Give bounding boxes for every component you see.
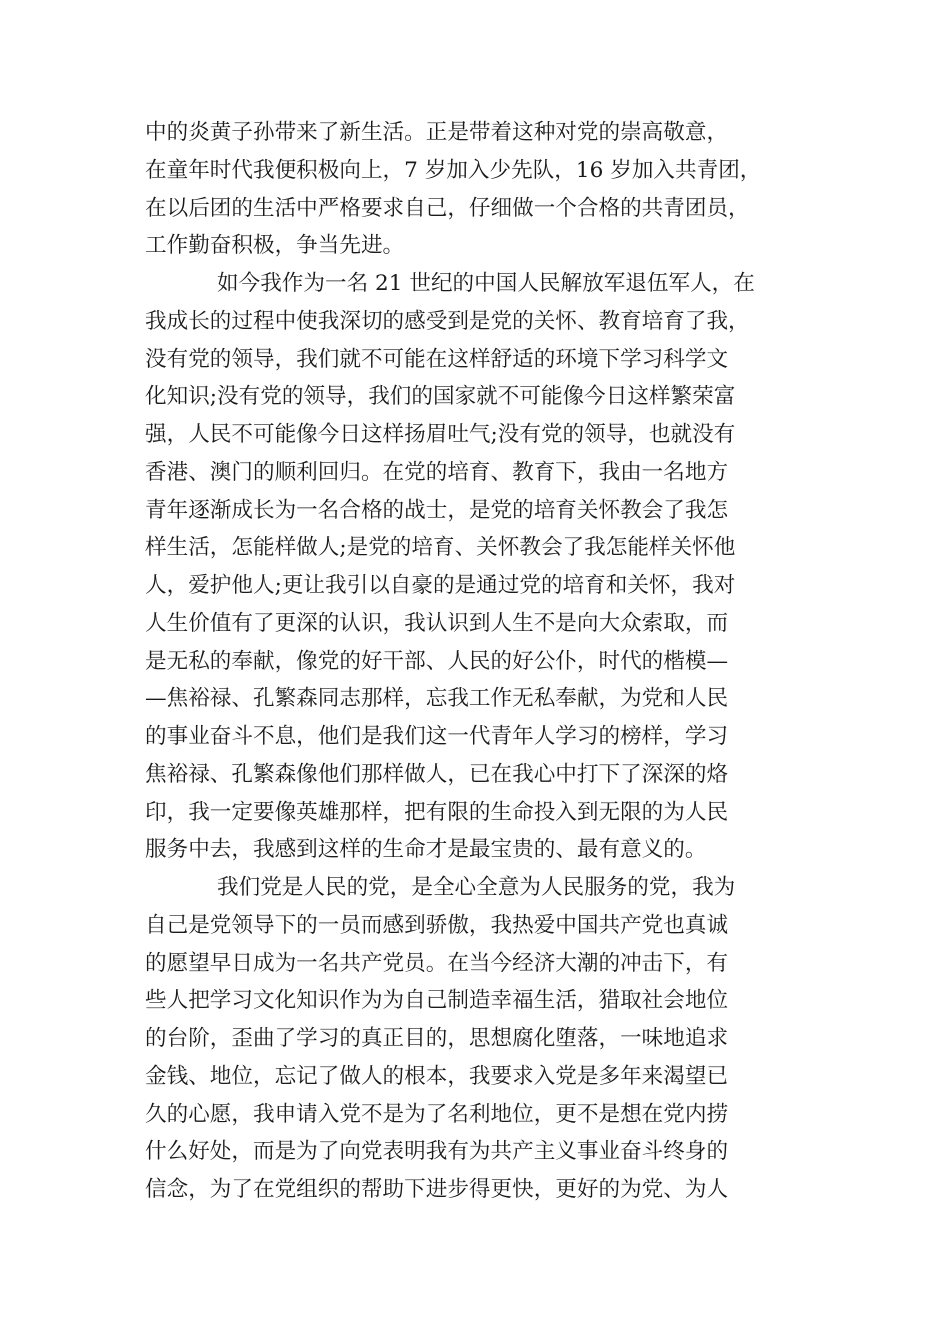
text-line: 如今我作为一名 21 世纪的中国人民解放军退伍军人，在 xyxy=(217,271,755,296)
text-line: 强，人民不可能像今日这样扬眉吐气;没有党的领导，也就没有 xyxy=(145,422,736,447)
text-line: 我成长的过程中使我深切的感受到是党的关怀、教育培育了我， xyxy=(145,308,750,334)
text-line: 没有党的领导，我们就不可能在这样舒适的环境下学习科学文 xyxy=(145,346,729,372)
text-line: 在以后团的生活中严格要求自己，仔细做一个合格的共青团员， xyxy=(145,195,750,221)
text-line: 久的心愿，我申请入党不是为了名利地位，更不是想在党内捞 xyxy=(145,1101,729,1127)
paragraph xyxy=(145,114,805,265)
text-line: 印，我一定要像英雄那样，把有限的生命投入到无限的为人民 xyxy=(145,799,729,825)
body-text xyxy=(145,114,805,1209)
text-line: 人生价值有了更深的认识，我认识到人生不是向大众索取，而 xyxy=(145,610,729,636)
paragraph xyxy=(145,265,805,869)
text-line: 些人把学习文化知识作为为自己制造幸福生活，猎取社会地位 xyxy=(145,988,729,1014)
text-line: 工作勤奋积极，争当先进。 xyxy=(145,233,405,259)
text-line: 的台阶，歪曲了学习的真正目的，思想腐化堕落，一味地追求 xyxy=(145,1026,729,1051)
text-line: 化知识;没有党的领导，我们的国家就不可能像今日这样繁荣富 xyxy=(145,384,736,410)
text-line: 我们党是人民的党，是全心全意为人民服务的党，我为 xyxy=(217,875,736,900)
text-line: 金钱、地位，忘记了做人的根本，我要求入党是多年来渴望已 xyxy=(145,1063,729,1089)
text-line: 人，爱护他人;更让我引以自豪的是通过党的培育和关怀，我对 xyxy=(145,573,736,598)
text-line: 信念，为了在党组织的帮助下进步得更快，更好的为党、为人 xyxy=(145,1177,729,1202)
text-line: 样生活，怎能样做人;是党的培育、关怀教会了我怎能样关怀他 xyxy=(145,535,736,561)
text-line: —焦裕禄、孔繁森同志那样，忘我工作无私奉献，为党和人民 xyxy=(145,686,729,712)
text-line: 的事业奋斗不息，他们是我们这一代青年人学习的榜样，学习 xyxy=(145,724,729,749)
paragraph xyxy=(145,869,805,1209)
text-line: 焦裕禄、孔繁森像他们那样做人，已在我心中打下了深深的烙 xyxy=(145,761,729,787)
text-line: 什么好处，而是为了向党表明我有为共产主义事业奋斗终身的 xyxy=(145,1139,729,1165)
text-line: 是无私的奉献，像党的好干部、人民的好公仆，时代的楷模— xyxy=(145,648,729,674)
text-line: 香港、澳门的顺利回归。在党的培育、教育下，我由一名地方 xyxy=(145,459,729,485)
text-line: 中的炎黄子孙带来了新生活。正是带着这种对党的崇高敬意， xyxy=(145,120,729,145)
text-line: 在童年时代我便积极向上，7 岁加入少先队，16 岁加入共青团， xyxy=(145,157,762,183)
text-line: 的愿望早日成为一名共产党员。在当今经济大潮的冲击下，有 xyxy=(145,950,729,976)
text-line: 服务中去，我感到这样的生命才是最宝贵的、最有意义的。 xyxy=(145,837,707,863)
text-line: 自己是党领导下的一员而感到骄傲，我热爱中国共产党也真诚 xyxy=(145,912,729,938)
text-line: 青年逐渐成长为一名合格的战士，是党的培育关怀教会了我怎 xyxy=(145,497,729,523)
